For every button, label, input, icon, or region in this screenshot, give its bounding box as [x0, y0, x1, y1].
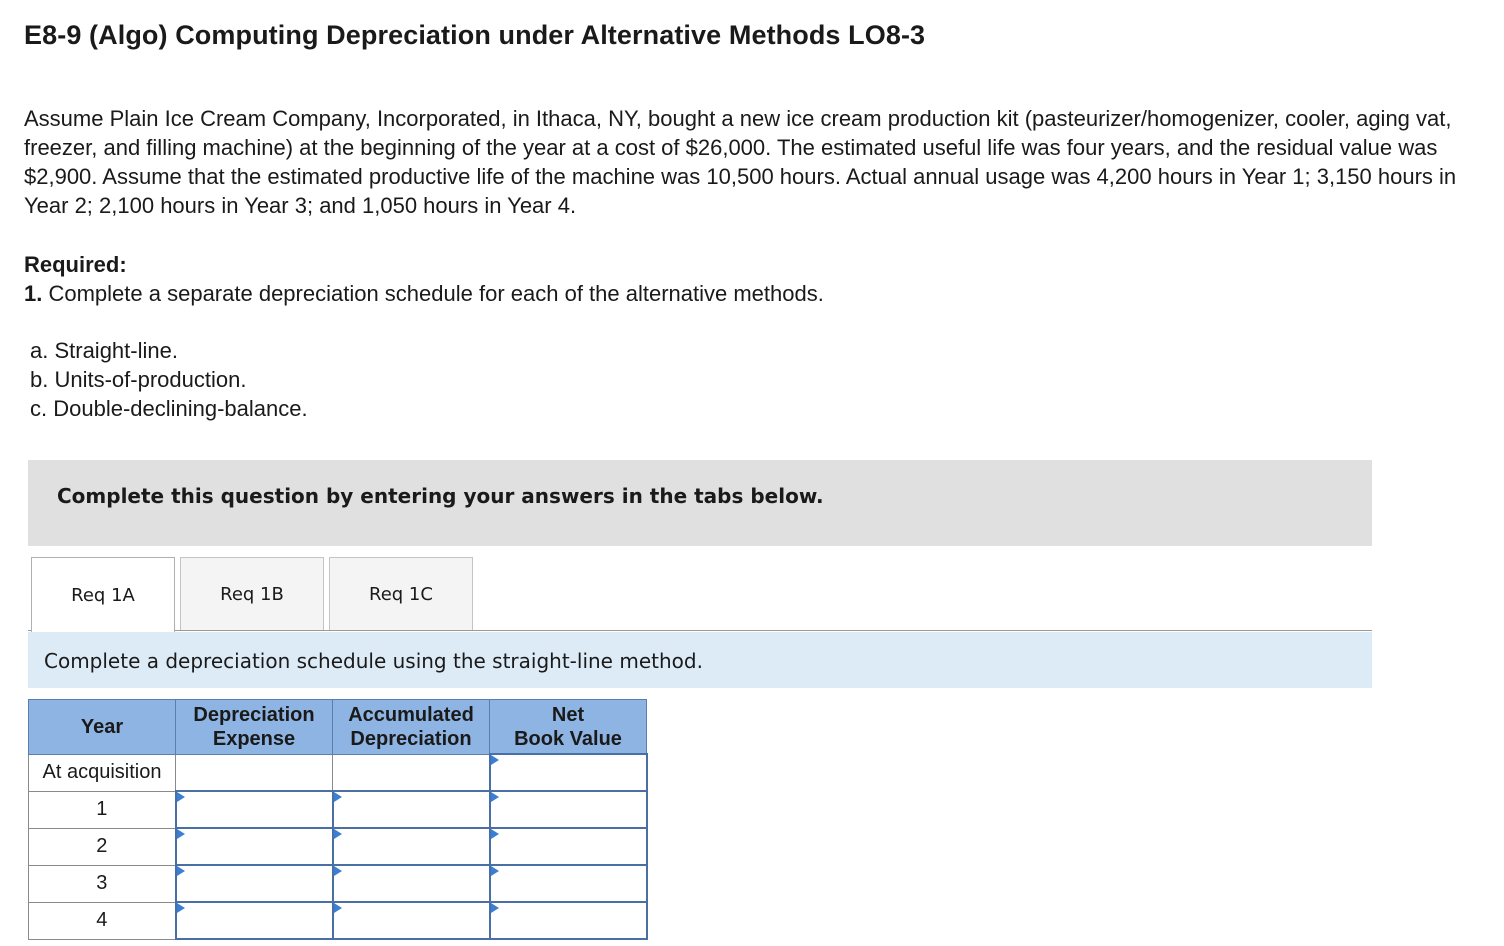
tab-req-1b[interactable]: Req 1B	[180, 557, 324, 630]
tabs-divider	[28, 630, 1372, 631]
header-line: Depreciation	[350, 727, 472, 750]
input-marker-icon	[334, 792, 342, 802]
depreciation-schedule-table	[28, 699, 648, 940]
year-cell: At acquisition	[29, 754, 176, 791]
table-row	[29, 828, 647, 865]
table-row	[29, 791, 647, 828]
accumulated-depreciation-cell-blank	[333, 754, 490, 791]
net-book-value-input[interactable]	[491, 829, 646, 864]
net-book-value-input[interactable]	[491, 755, 646, 790]
input-marker-icon	[334, 866, 342, 876]
table-row	[29, 754, 647, 791]
required-label: Required:	[24, 252, 127, 277]
accumulated-depreciation-input[interactable]	[334, 866, 489, 901]
accumulated-depreciation-cell[interactable]	[333, 828, 490, 865]
net-book-value-cell[interactable]	[490, 865, 647, 902]
input-marker-icon	[491, 866, 499, 876]
year-cell: 2	[29, 828, 176, 865]
page-title: E8-9 (Algo) Computing Depreciation under Alternative Methods LO8-3	[24, 20, 926, 50]
header-year: Year	[29, 700, 176, 755]
header-line: Expense	[212, 727, 296, 750]
input-marker-icon	[177, 903, 185, 913]
input-marker-icon	[177, 829, 185, 839]
depreciation-expense-cell[interactable]	[176, 902, 333, 939]
accumulated-depreciation-input[interactable]	[334, 829, 489, 864]
header-net-book-value	[490, 700, 647, 755]
table-header-row	[29, 700, 647, 755]
input-marker-icon	[177, 792, 185, 802]
header-line: Depreciation	[193, 703, 315, 726]
accumulated-depreciation-cell[interactable]	[333, 865, 490, 902]
requirement-line	[24, 281, 824, 307]
accumulated-depreciation-input[interactable]	[334, 792, 489, 827]
sub-instruction-text: Complete a depreciation schedule using the straight-line method.	[44, 649, 703, 673]
instructions-box	[28, 460, 1372, 546]
instructions-text: Complete this question by entering your answers in the tabs below.	[57, 484, 824, 508]
table-row	[29, 865, 647, 902]
year-cell: 4	[29, 902, 176, 939]
accumulated-depreciation-input[interactable]	[334, 903, 489, 938]
input-marker-icon	[334, 903, 342, 913]
tab-req-1c[interactable]: Req 1C	[329, 557, 473, 630]
method-item: c. Double-declining-balance.	[30, 396, 308, 421]
methods-list	[30, 336, 308, 423]
input-marker-icon	[491, 903, 499, 913]
table-row	[29, 902, 647, 939]
requirement-number: 1.	[24, 281, 43, 306]
header-depreciation-expense	[176, 700, 333, 755]
header-accumulated-depreciation	[333, 700, 490, 755]
accumulated-depreciation-cell[interactable]	[333, 902, 490, 939]
method-item: a. Straight-line.	[30, 338, 178, 363]
tab-req-1a[interactable]: Req 1A	[31, 557, 175, 632]
net-book-value-cell[interactable]	[490, 754, 647, 791]
depreciation-expense-input[interactable]	[177, 903, 332, 938]
depreciation-expense-cell-blank	[176, 754, 333, 791]
net-book-value-cell[interactable]	[490, 902, 647, 939]
net-book-value-input[interactable]	[491, 866, 646, 901]
net-book-value-input[interactable]	[491, 792, 646, 827]
depreciation-expense-input[interactable]	[177, 866, 332, 901]
depreciation-expense-cell[interactable]	[176, 791, 333, 828]
input-marker-icon	[491, 755, 499, 765]
depreciation-expense-input[interactable]	[177, 792, 332, 827]
method-item: b. Units-of-production.	[30, 367, 247, 392]
year-cell: 3	[29, 865, 176, 902]
header-line: Net	[551, 703, 585, 726]
problem-text: Assume Plain Ice Cream Company, Incorporated, in Ithaca, NY, bought a new ice cream production kit (pasteurizer/homogenizer, cooler, aging vat, freezer, and filling machine) at the beginning of the year at a cost of $26,000. The estimated useful life was four years, and the residual value was $2,900. Assume that the estimated productive life of the machine was 10,500 hours. Actual annual usage was 4,200 hours in Year 1; 3,150 hours in Year 2; 2,100 hours in Year 3; and 1,050 hours in Year 4.	[24, 106, 1457, 218]
year-cell: 1	[29, 791, 176, 828]
net-book-value-input[interactable]	[491, 903, 646, 938]
net-book-value-cell[interactable]	[490, 791, 647, 828]
input-marker-icon	[177, 866, 185, 876]
depreciation-expense-cell[interactable]	[176, 828, 333, 865]
input-marker-icon	[491, 792, 499, 802]
input-marker-icon	[334, 829, 342, 839]
header-line: Accumulated	[348, 703, 474, 726]
accumulated-depreciation-cell[interactable]	[333, 791, 490, 828]
header-line: Book Value	[514, 727, 622, 750]
requirement-text: Complete a separate depreciation schedule for each of the alternative methods.	[48, 281, 824, 306]
net-book-value-cell[interactable]	[490, 828, 647, 865]
depreciation-expense-input[interactable]	[177, 829, 332, 864]
depreciation-expense-cell[interactable]	[176, 865, 333, 902]
sub-instruction-box	[28, 632, 1372, 688]
input-marker-icon	[491, 829, 499, 839]
